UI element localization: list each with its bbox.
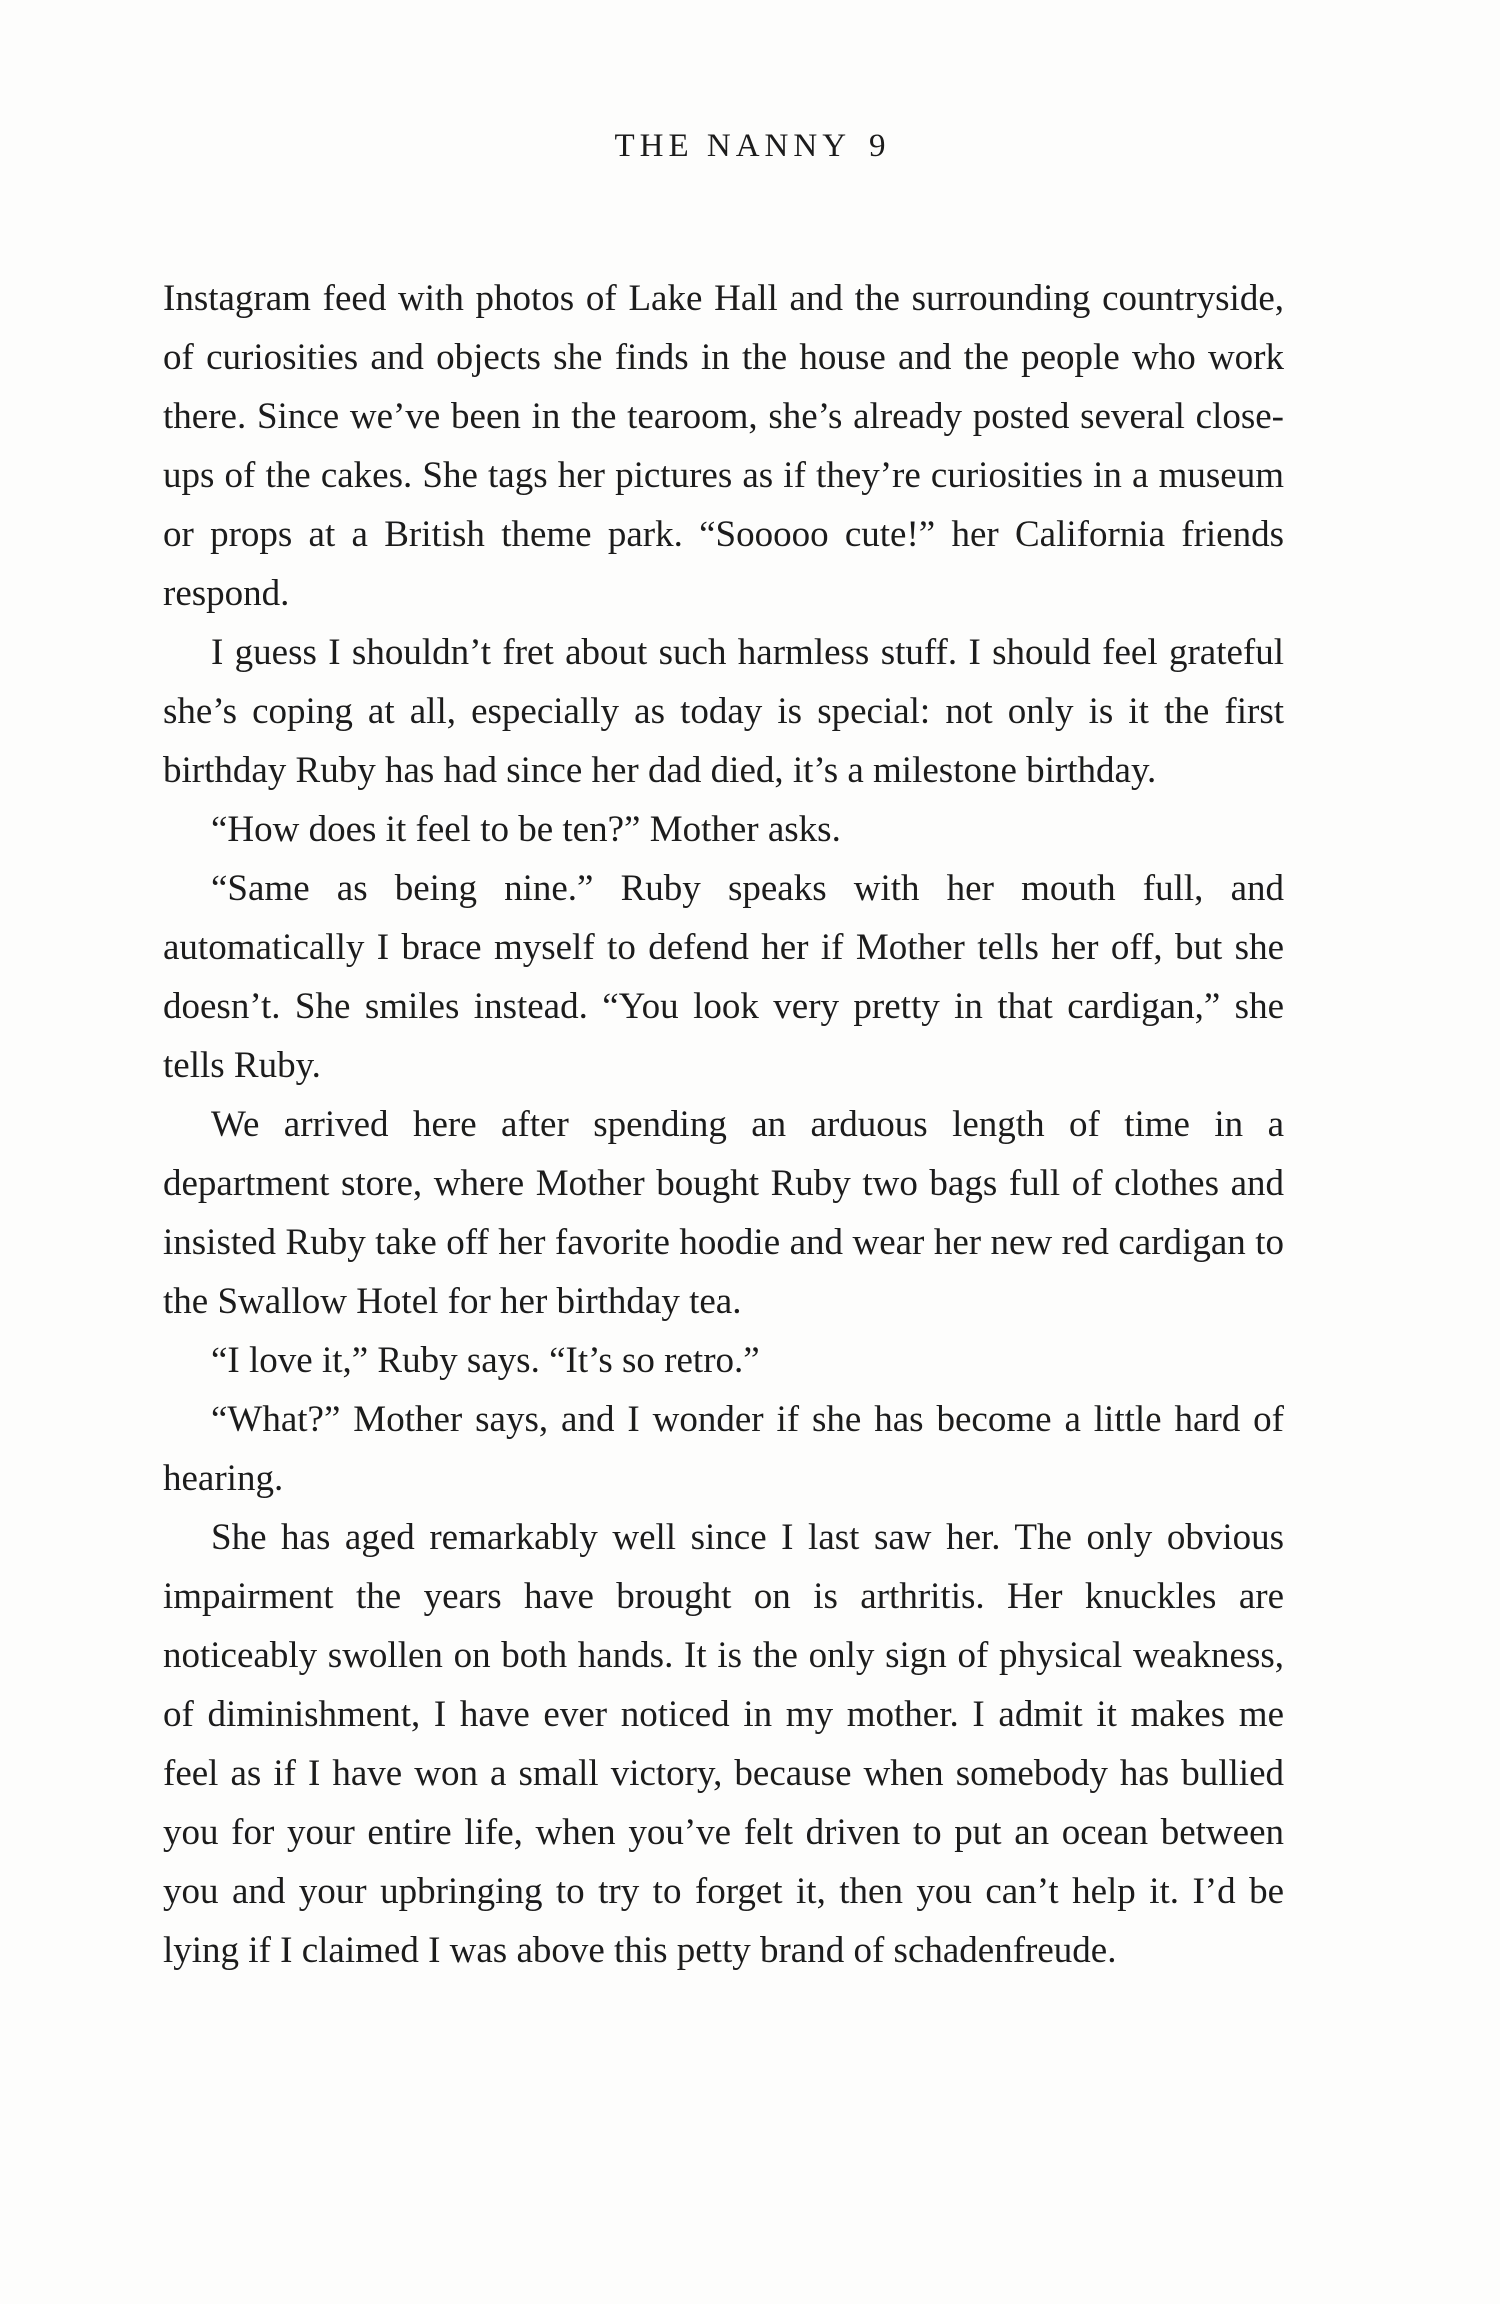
page-number: 9	[869, 128, 886, 164]
paragraph: She has aged remarkably well since I last saw her. The only obvious impairment the years have brought on is arthritis. Her knuckles are noticeably swollen on both hands. It is the only sign of physical weakness, of diminishment, I have ever noticed in my mother. I admit it makes me feel as if I have won a small victory, because when somebody has bullied you for your entire life, when you’ve felt driven to put an ocean between you and your upbringing to try to forget it, then you can’t help it. I’d be lying if I claimed I was above this petty brand of schadenfreude.	[163, 1517, 1284, 1971]
running-head	[0, 126, 1500, 166]
paragraph: “I love it,” Ruby says. “It’s so retro.”	[211, 1340, 760, 1381]
paragraph: “Same as being nine.” Ruby speaks with her mouth full, and automatically I brace myself to defend her if Mother tells her off, but she doesn’t. She smiles instead. “You look very pretty in that cardigan,” she tells Ruby.	[163, 868, 1284, 1086]
paragraph: I guess I shouldn’t fret about such harmless stuff. I should feel grateful she’s coping at all, especially as today is special: not only is it the first birthday Ruby has had since her dad died, it’s a milestone birthday.	[163, 632, 1284, 791]
paragraph: “What?” Mother says, and I wonder if she has become a little hard of hearing.	[163, 1399, 1284, 1499]
book-title: THE NANNY	[614, 128, 852, 164]
paragraph: Instagram feed with photos of Lake Hall and the surrounding countryside, of curiosities and objects she finds in the house and the people who work there. Since we’ve been in the tearoom, she’s already posted several close-ups of the cakes. She tags her pictures as if they’re curiosities in a museum or props at a British theme park. “Sooooo cute!” her California friends respond.	[163, 278, 1284, 614]
body-text	[163, 269, 1284, 1980]
paragraph: “How does it feel to be ten?” Mother asks.	[211, 809, 841, 850]
paragraph: We arrived here after spending an arduous length of time in a department store, where Mother bought Ruby two bags full of clothes and insisted Ruby take off her favorite hoodie and wear her new red cardigan to the Swallow Hotel for her birthday tea.	[163, 1104, 1284, 1322]
